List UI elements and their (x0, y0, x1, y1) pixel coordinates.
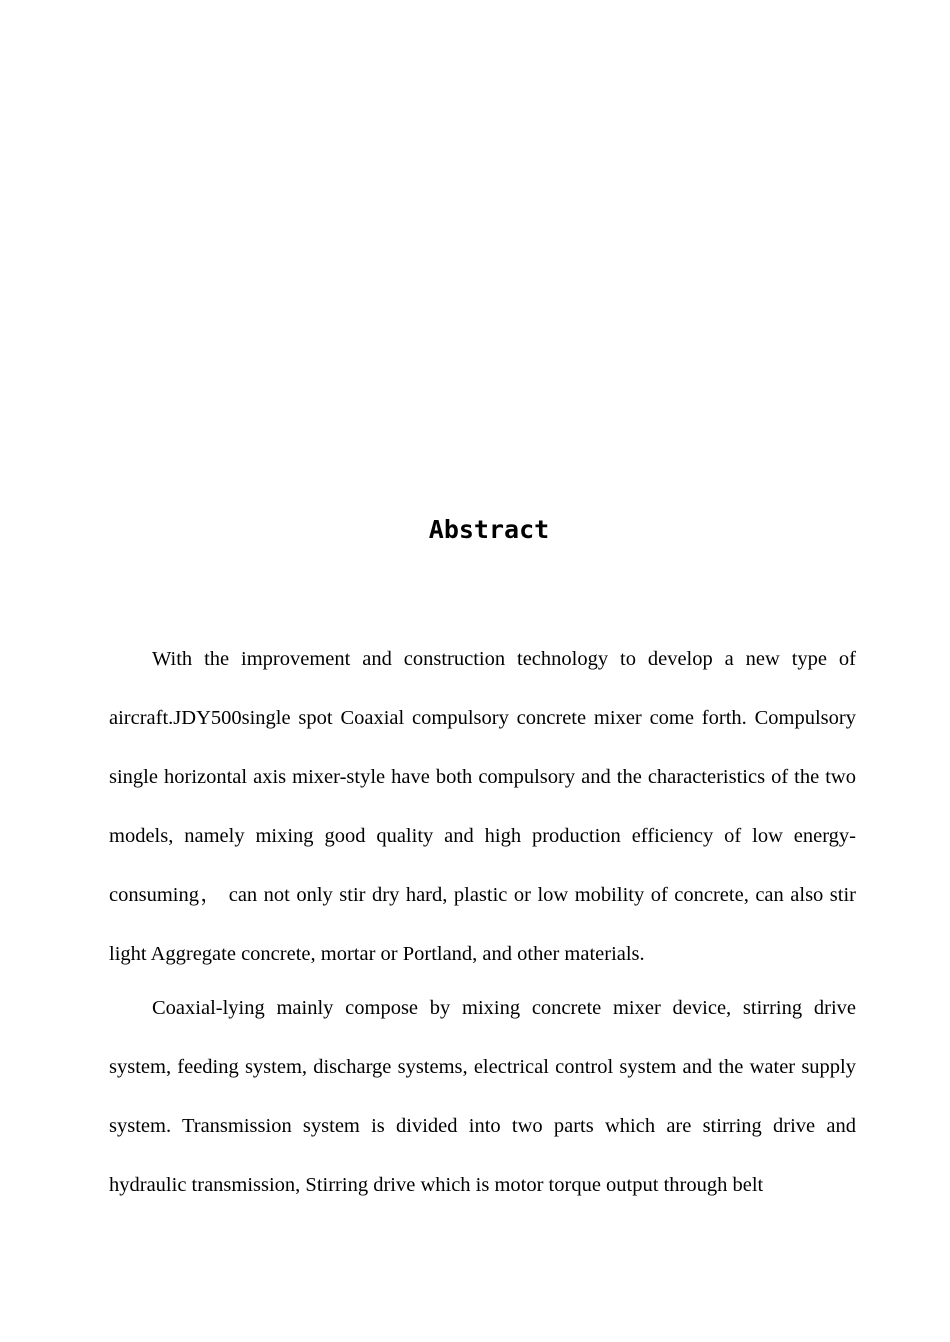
abstract-paragraph-2: Coaxial-lying mainly compose by mixing concrete mixer device, stirring drive system, feeding system, discharge systems, electrical control system and the water supply system. Transmission system is divided into two parts which are stirring drive and hydraulic transmission, Stirring drive which is motor torque output through belt (109, 997, 856, 1196)
abstract-body (109, 630, 856, 1215)
abstract-heading: Abstract (428, 515, 550, 544)
abstract-paragraph-1: With the improvement and construction technology to develop a new type of aircraft.JDY500single spot Coaxial compulsory concrete mixer come forth. Compulsory single horizontal axis mixer-style have both compulsory and the characteristics of the two models, namely mixing good quality and high production efficiency of low energy-consuming， can not only stir dry hard, plastic or low mobility of concrete, can also stir light Aggregate concrete, mortar or Portland, and other materials. (109, 648, 856, 965)
